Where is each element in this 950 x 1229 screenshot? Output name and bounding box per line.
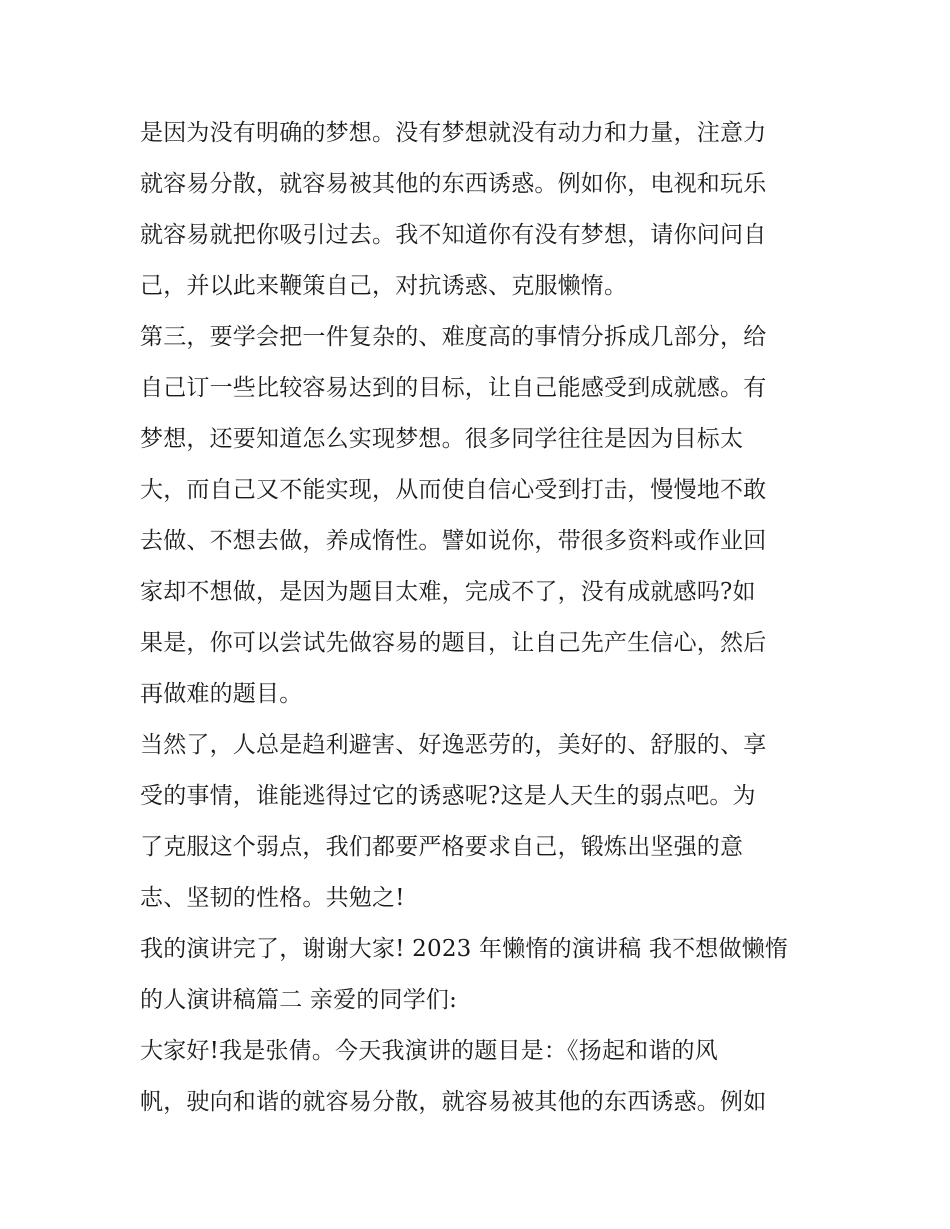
text-line: 果是，你可以尝试先做容易的题目，让自己先产生信心，然后 <box>140 630 767 656</box>
text-line: 的人演讲稿篇二 亲爱的同学们: <box>140 987 458 1013</box>
text-line: 再做难的题目。 <box>140 681 303 707</box>
text-line: 帆，驶向和谐的就容易分散，就容易被其他的东西诱惑。例如 <box>140 1089 767 1115</box>
text-line: 受的事情，谁能逃得过它的诱惑呢?这是人天生的弱点吧。为 <box>140 783 756 809</box>
text-line: 家却不想做，是因为题目太难，完成不了，没有成就感吗?如 <box>140 579 756 605</box>
text-line: 梦想，还要知道怎么实现梦想。很多同学往往是因为目标太 <box>140 426 744 452</box>
text-line: 就容易就把你吸引过去。我不知道你有没有梦想，请你问问自 <box>140 222 767 248</box>
text-line: 就容易分散，就容易被其他的东西诱惑。例如你，电视和玩乐 <box>140 171 767 197</box>
body-text <box>140 108 812 1128</box>
text-line: 自己订一些比较容易达到的目标，让自己能感受到成就感。有 <box>140 375 767 401</box>
text-line: 志、坚韧的性格。共勉之! <box>140 885 405 911</box>
text-line: 我的演讲完了，谢谢大家! 2023 年懒惰的演讲稿 我不想做懒惰 <box>140 936 789 962</box>
text-line: 当然了，人总是趋利避害、好逸恶劳的，美好的、舒服的、享 <box>140 732 767 758</box>
text-line: 了克服这个弱点，我们都要严格要求自己，锻炼出坚强的意 <box>140 834 744 860</box>
text-line: 第三，要学会把一件复杂的、难度高的事情分拆成几部分，给 <box>140 324 767 350</box>
text-line: 去做、不想去做，养成惰性。譬如说你，带很多资料或作业回 <box>140 528 767 554</box>
text-line: 是因为没有明确的梦想。没有梦想就没有动力和力量，注意力 <box>140 120 767 146</box>
text-line: 大家好!我是张倩。今天我演讲的题目是：《扬起和谐的风 <box>140 1038 718 1064</box>
text-line: 己，并以此来鞭策自己，对抗诱惑、克服懒惰。 <box>140 273 628 299</box>
text-line: 大，而自己又不能实现，从而使自信心受到打击，慢慢地不敢 <box>140 477 767 503</box>
